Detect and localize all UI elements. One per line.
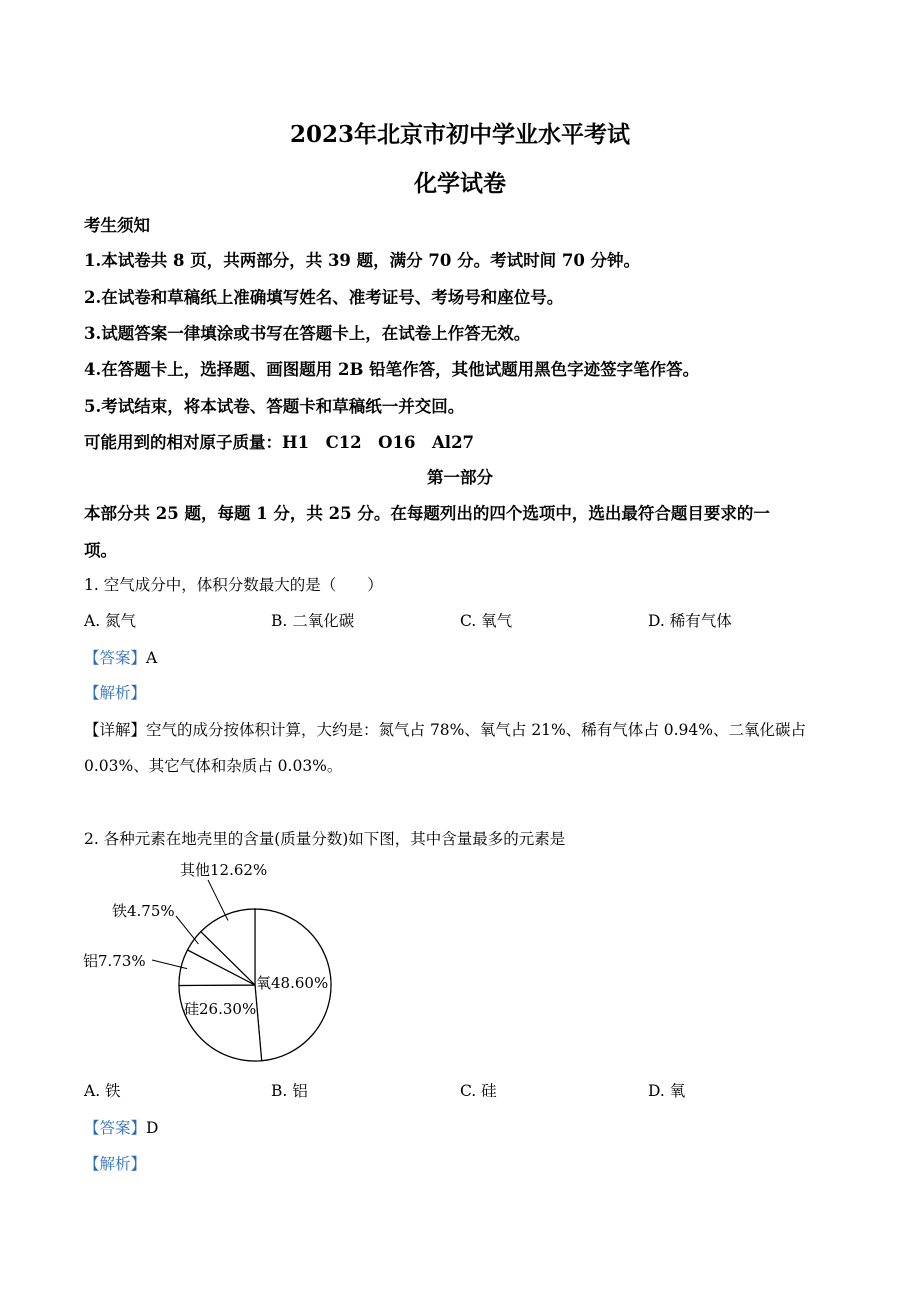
part-heading: 第一部分 xyxy=(427,468,493,487)
exam-subtitle: 化学试卷 xyxy=(414,170,506,197)
q1-option-c: C. 氧气 xyxy=(460,612,513,630)
q1-detail-line: 0.03%、其它气体和杂质占 0.03%。 xyxy=(84,757,343,775)
pie-slice-silicon xyxy=(179,985,262,1061)
answer-tag: 【答案】 xyxy=(84,649,147,667)
q2-option-b: B. 铝 xyxy=(271,1082,308,1100)
q2-option-a: A. 铁 xyxy=(84,1082,121,1100)
detail-tag: 【详解】 xyxy=(84,721,147,739)
q1-answer xyxy=(84,646,157,668)
exam-title: 2023年北京市初中学业水平考试 xyxy=(289,121,630,148)
pie-label-oxygen: 氧48.60% xyxy=(256,974,329,992)
notice-item: 5.考试结束，将本试卷、答题卡和草稿纸一并交回。 xyxy=(84,397,465,416)
detail-text: 空气的成分按体积计算，大约是：氮气占 78%、氧气占 21%、稀有气体占 0.94%、二氧化碳占 xyxy=(146,721,806,739)
answer-value: A xyxy=(146,649,158,667)
answer-value: D xyxy=(146,1119,159,1137)
q2-answer xyxy=(84,1116,158,1138)
q2-option-d: D. 氧 xyxy=(648,1082,686,1100)
q2-analysis-tag: 【解析】 xyxy=(84,1155,147,1173)
atomic-mass-line: 可能用到的相对原子质量：H1 C12 O16 Al27 xyxy=(84,433,475,452)
q1-option-a: A. 氮气 xyxy=(84,612,137,630)
notice-item: 1.本试卷共 8 页，共两部分，共 39 题，满分 70 分。考试时间 70 分钟。 xyxy=(84,251,641,270)
pie-label-other: 其他12.62% xyxy=(180,861,268,879)
q1-option-b: B. 二氧化碳 xyxy=(271,612,355,630)
pie-label-iron: 铁4.75% xyxy=(112,902,175,920)
part-intro-line: 项。 xyxy=(84,541,117,560)
q1-detail-line xyxy=(84,718,806,740)
q1-stem: 1. 空气成分中，体积分数最大的是（ ） xyxy=(84,576,383,594)
notice-item: 2.在试卷和草稿纸上准确填写姓名、准考证号、考场号和座位号。 xyxy=(84,288,564,307)
notice-item: 3.试题答案一律填涂或书写在答题卡上，在试卷上作答无效。 xyxy=(84,324,531,343)
q1-option-d: D. 稀有气体 xyxy=(648,612,732,630)
pie-leader-other xyxy=(208,880,228,921)
pie-label-silicon: 硅26.30% xyxy=(184,1000,257,1018)
notice-item: 4.在答题卡上，选择题、画图题用 2B 铅笔作答，其他试题用黑色字迹签字笔作答。 xyxy=(84,360,700,379)
answer-tag: 【答案】 xyxy=(84,1119,147,1137)
q2-stem: 2. 各种元素在地壳里的含量(质量分数)如下图，其中含量最多的元素是 xyxy=(84,830,566,848)
notice-heading: 考生须知 xyxy=(84,216,150,235)
pie-label-aluminum: 铝7.73% xyxy=(83,952,146,970)
pie-leader-iron xyxy=(176,916,198,944)
crust-elements-pie-chart xyxy=(80,852,360,1072)
q1-analysis-tag: 【解析】 xyxy=(84,684,147,702)
q2-option-c: C. 硅 xyxy=(460,1082,497,1100)
part-intro-line: 本部分共 25 题，每题 1 分，共 25 分。在每题列出的四个选项中，选出最符合题目要求的一 xyxy=(84,504,770,523)
